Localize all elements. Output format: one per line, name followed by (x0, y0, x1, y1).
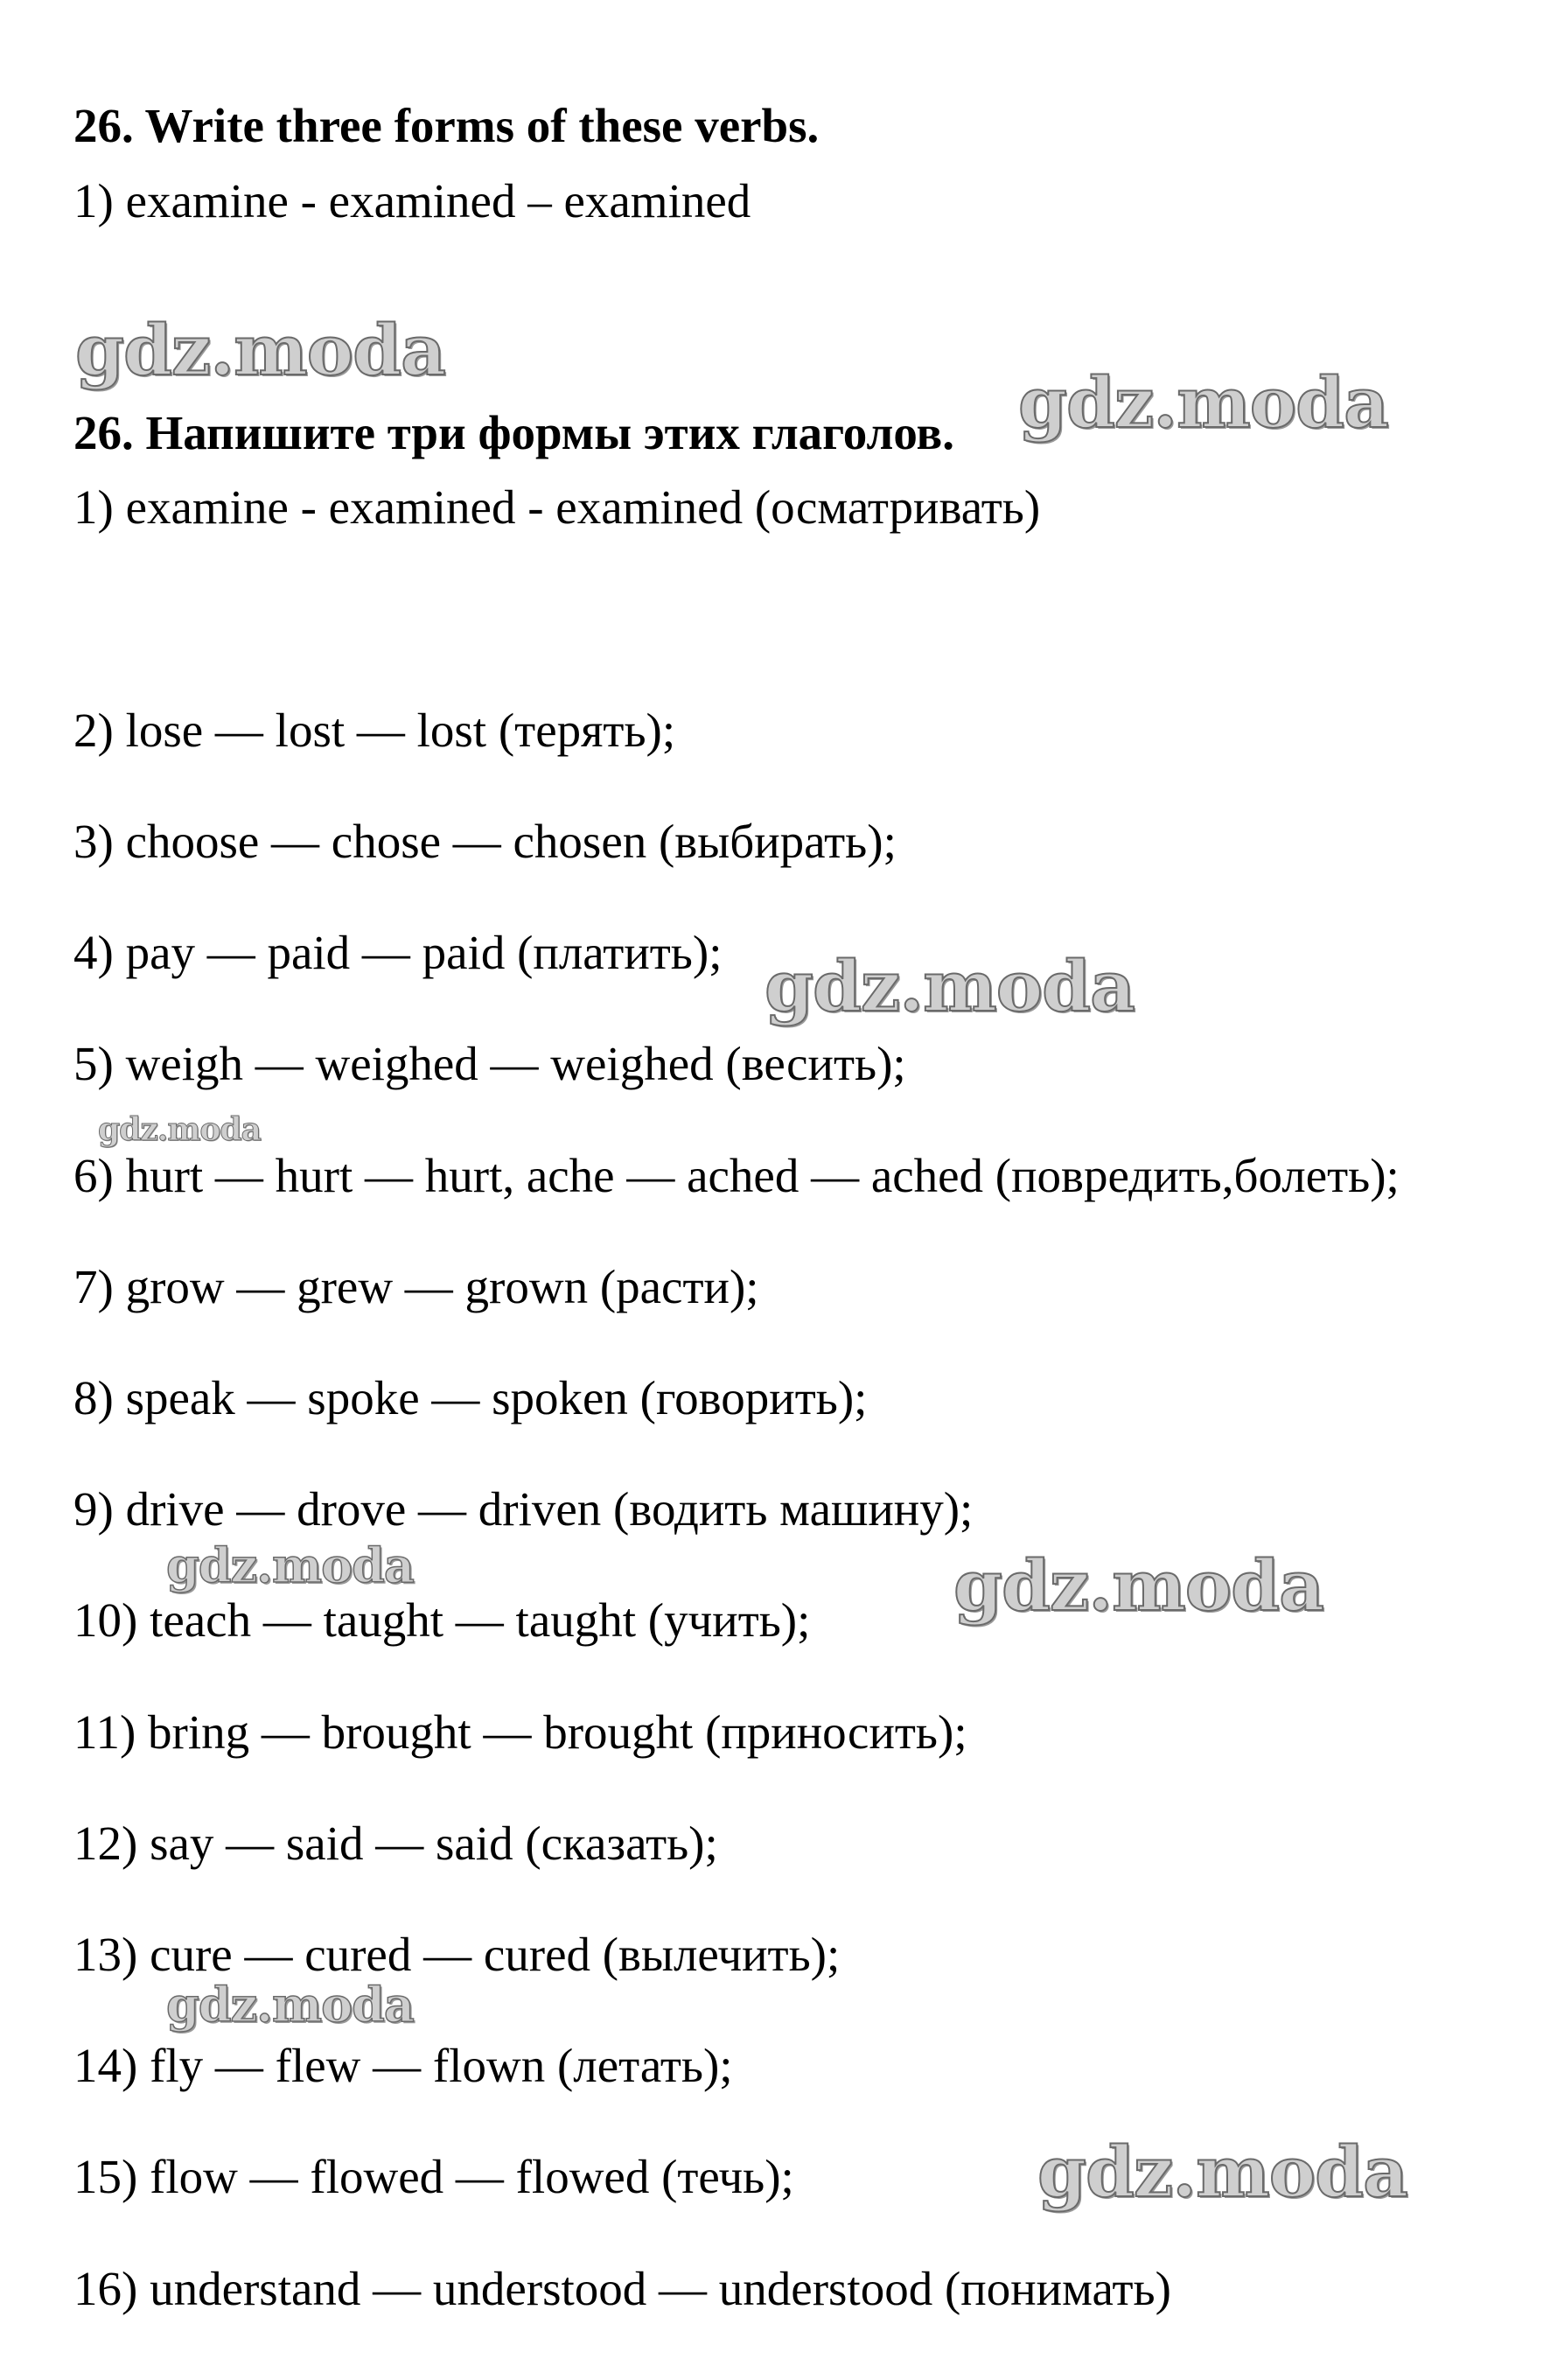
verb-item-11: 11) bring — brought — brought (приносить); (73, 1705, 967, 1759)
watermark-logo: gdz.moda (98, 1111, 261, 1148)
english-item-1: 1) examine - examined – examined (73, 174, 751, 228)
verb-item-9: 9) drive — drove — driven (водить машину); (73, 1482, 974, 1536)
watermark-logo: gdz.moda (1018, 361, 1388, 444)
verb-item-12: 12) say — said — said (сказать); (73, 1816, 718, 1870)
watermark-logo: gdz.moda (765, 945, 1135, 1027)
exercise-heading-russian: 26. Напишите три формы этих глаголов. (73, 406, 954, 459)
watermark-logo: gdz.moda (166, 1537, 414, 1593)
verb-item-8: 8) speak — spoke — spoken (говорить); (73, 1371, 868, 1424)
verb-item-6: 6) hurt — hurt — hurt, ache — ached — ached (повредить,болеть); (73, 1149, 1400, 1202)
verb-item-1: 1) examine - examined - examined (осматривать) (73, 480, 1041, 534)
verb-item-13: 13) cure — cured — cured (вылечить); (73, 1928, 841, 1981)
watermark-logo: gdz.moda (166, 1977, 414, 2033)
watermark-logo: gdz.moda (75, 309, 445, 391)
verb-item-4: 4) pay — paid — paid (платить); (73, 926, 723, 979)
watermark-logo: gdz.moda (953, 1544, 1323, 1627)
verb-item-15: 15) flow — flowed — flowed (течь); (73, 2150, 794, 2203)
verb-item-16: 16) understand — understood — understood (понимать) (73, 2262, 1171, 2315)
exercise-heading-english: 26. Write three forms of these verbs. (73, 99, 820, 152)
watermark-logo: gdz.moda (1037, 2131, 1407, 2213)
verb-item-7: 7) grow — grew — grown (расти); (73, 1260, 759, 1313)
verb-item-14: 14) fly — flew — flown (летать); (73, 2039, 733, 2092)
verb-item-5: 5) weigh — weighed — weighed (весить); (73, 1037, 906, 1090)
verb-item-2: 2) lose — lost — lost (терять); (73, 704, 676, 757)
verb-item-3: 3) choose — chose — chosen (выбирать); (73, 815, 897, 868)
verb-item-10: 10) teach — taught — taught (учить); (73, 1593, 811, 1647)
